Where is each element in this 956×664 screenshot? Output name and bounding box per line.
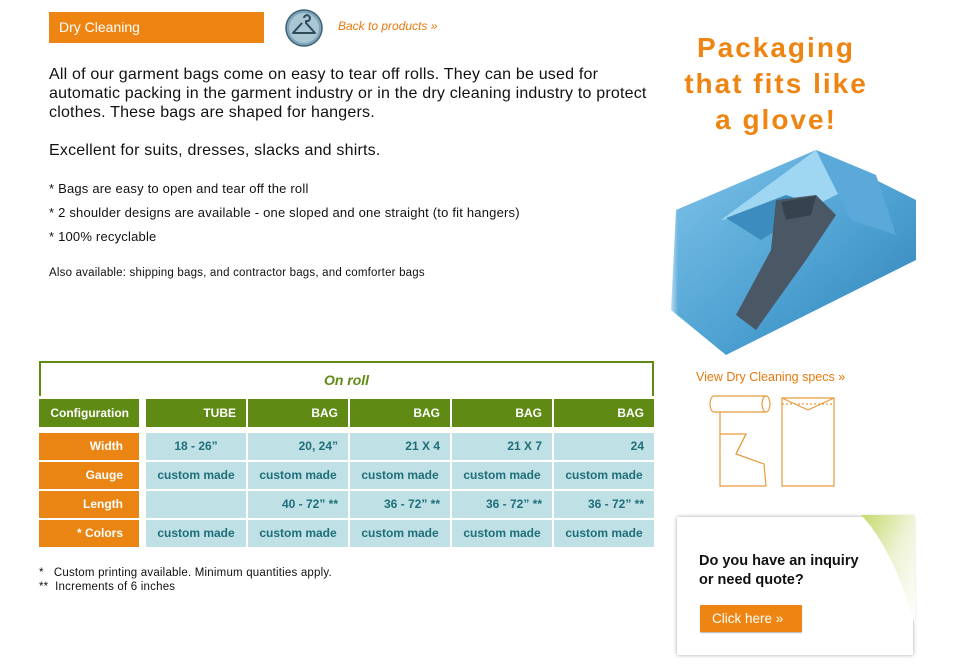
view-specs-link[interactable]: View Dry Cleaning specs » <box>696 370 846 384</box>
page-title: Dry Cleaning <box>49 12 264 43</box>
table-cell: 36 - 72” ** <box>554 491 654 518</box>
feature-list <box>49 180 520 252</box>
table-header: TUBE <box>146 399 246 427</box>
table-cell: custom made <box>554 462 654 489</box>
table-cell: custom made <box>146 520 246 547</box>
row-label-width: Width <box>39 433 139 460</box>
list-item: * 100% recyclable <box>49 229 157 244</box>
table-header: BAG <box>554 399 654 427</box>
table-cell <box>146 491 246 518</box>
table-cell: 24 <box>554 433 654 460</box>
table-cell: custom made <box>350 520 450 547</box>
table-cell: custom made <box>248 462 348 489</box>
table-cell: 18 - 26” <box>146 433 246 460</box>
table-cell: custom made <box>350 462 450 489</box>
table-header-config: Configuration <box>39 399 139 427</box>
inquiry-card <box>677 517 913 655</box>
table-caption-box <box>39 361 654 396</box>
footnotes <box>39 566 332 594</box>
table-cell: 36 - 72” ** <box>350 491 450 518</box>
page-curl <box>861 515 915 625</box>
table-caption: On roll <box>323 372 370 388</box>
bag-roll-drawing <box>706 394 840 490</box>
inquiry-text: Do you have an inquiry or need quote? <box>699 553 859 588</box>
table-cell: 20, 24” <box>248 433 348 460</box>
table-cell: custom made <box>146 462 246 489</box>
row-label-colors: * Colors <box>39 520 139 547</box>
also-available-text: Also available: shipping bags, and contractor bags, and comforter bags <box>49 267 425 279</box>
intro-suits-text: Excellent for suits, dresses, slacks and shirts. <box>49 142 381 159</box>
table-cell: 21 X 4 <box>350 433 450 460</box>
shirt-image <box>666 140 926 360</box>
promo-headline: Packaging that fits like a glove! <box>684 32 868 135</box>
footnote: ** Increments of 6 inches <box>39 581 176 593</box>
footnote: * Custom printing available. Minimum quantities apply. <box>39 567 332 579</box>
table-cell: custom made <box>554 520 654 547</box>
table-cell: 36 - 72” ** <box>452 491 552 518</box>
table-cell: 21 X 7 <box>452 433 552 460</box>
table-cell: custom made <box>248 520 348 547</box>
table-header: BAG <box>350 399 450 427</box>
table-cell: custom made <box>452 462 552 489</box>
back-to-products-link[interactable]: Back to products » <box>338 19 438 33</box>
row-label-length: Length <box>39 491 139 518</box>
intro-paragraph: All of our garment bags come on easy to tear off rolls. They can be used for automatic packing in the garment industry or in the dry cleaning industry to protect clothes. These bags are shaped for hangers. <box>49 66 647 121</box>
table-cell: 40 - 72” ** <box>248 491 348 518</box>
list-item: * Bags are easy to open and tear off the roll <box>49 181 309 196</box>
table-header: BAG <box>248 399 348 427</box>
table-cell: custom made <box>452 520 552 547</box>
click-here-button[interactable]: Click here » <box>700 605 802 632</box>
table-header: BAG <box>452 399 552 427</box>
list-item: * 2 shoulder designs are available - one sloped and one straight (to fit hangers) <box>49 205 520 220</box>
row-label-gauge: Gauge <box>39 462 139 489</box>
hanger-icon[interactable] <box>285 9 323 47</box>
